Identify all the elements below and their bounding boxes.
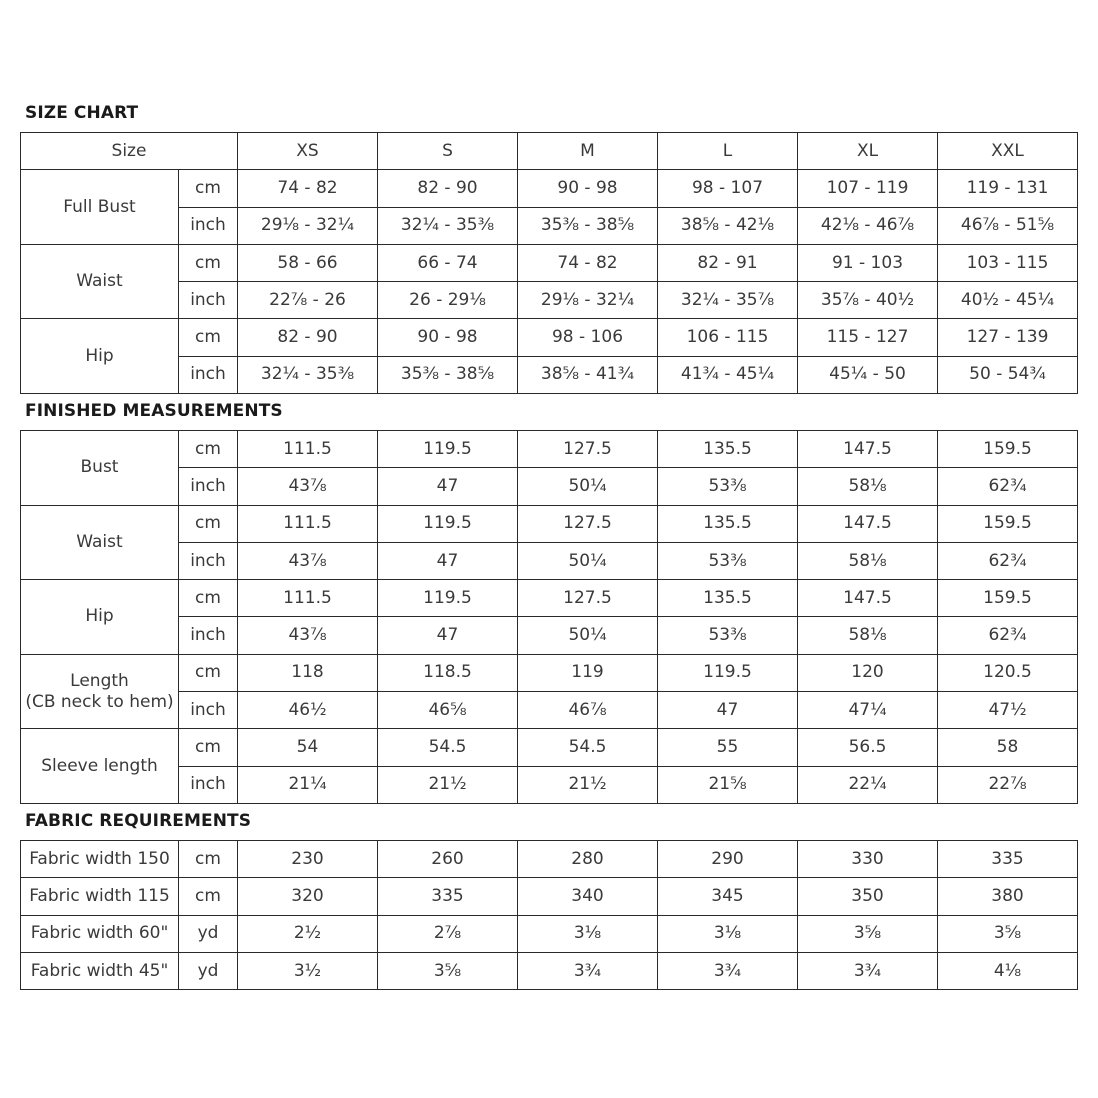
table-row	[21, 282, 1078, 319]
value-cell: 50¼	[518, 468, 658, 505]
value-cell: 127.5	[518, 431, 658, 468]
value-cell: 46⅝	[378, 692, 518, 729]
value-cell: 3⅝	[938, 915, 1078, 952]
row-group-label-text: Waist	[76, 531, 123, 552]
table-row	[21, 505, 1078, 542]
value-cell: 3½	[238, 952, 378, 989]
size-chart-heading: SIZE CHART	[25, 103, 139, 123]
value-cell: 46⅞ - 51⅝	[938, 207, 1078, 244]
value-cell: 55	[658, 729, 798, 766]
size-chart-table	[20, 132, 1078, 394]
value-cell: 58⅛	[798, 542, 938, 579]
value-cell: 62¾	[938, 542, 1078, 579]
row-label: Fabric width 115	[21, 878, 179, 915]
unit-cell: cm	[179, 431, 238, 468]
value-cell: 340	[518, 878, 658, 915]
value-cell: 62¾	[938, 468, 1078, 505]
value-cell: 345	[658, 878, 798, 915]
value-cell: 280	[518, 841, 658, 878]
value-cell: 119.5	[378, 580, 518, 617]
value-cell: 119.5	[378, 431, 518, 468]
value-cell: 3¾	[518, 952, 658, 989]
row-group-label-text: Length	[70, 670, 129, 691]
value-cell: 3⅛	[658, 915, 798, 952]
value-cell: 127.5	[518, 505, 658, 542]
value-cell: 22⅞ - 26	[238, 282, 378, 319]
row-group-label-text: Bust	[80, 457, 119, 478]
table-row	[21, 319, 1078, 356]
value-cell: 115 - 127	[798, 319, 938, 356]
unit-cell: yd	[179, 915, 238, 952]
value-cell: 58	[938, 729, 1078, 766]
row-group-label-text: Hip	[85, 345, 114, 366]
unit-cell: cm	[179, 729, 238, 766]
size-header-cell: M	[518, 133, 658, 170]
value-cell: 47½	[938, 692, 1078, 729]
value-cell: 2⅞	[378, 915, 518, 952]
value-cell: 3¾	[658, 952, 798, 989]
value-cell: 54.5	[378, 729, 518, 766]
value-cell: 119 - 131	[938, 170, 1078, 207]
table-row	[21, 654, 1078, 691]
row-group-label	[21, 505, 179, 580]
value-cell: 159.5	[938, 580, 1078, 617]
value-cell: 111.5	[238, 431, 378, 468]
unit-cell: inch	[179, 356, 238, 393]
value-cell: 159.5	[938, 431, 1078, 468]
value-cell: 82 - 90	[238, 319, 378, 356]
table-row	[21, 431, 1078, 468]
table-row	[21, 170, 1078, 207]
row-label: Fabric width 60"	[21, 915, 179, 952]
value-cell: 22⅞	[938, 766, 1078, 803]
table-row	[21, 356, 1078, 393]
unit-cell: yd	[179, 952, 238, 989]
row-group-label-text: Sleeve length	[41, 755, 158, 776]
value-cell: 45¼ - 50	[798, 356, 938, 393]
value-cell: 26 - 29⅛	[378, 282, 518, 319]
value-cell: 147.5	[798, 431, 938, 468]
row-group-label	[21, 170, 179, 245]
value-cell: 320	[238, 878, 378, 915]
value-cell: 260	[378, 841, 518, 878]
value-cell: 120	[798, 654, 938, 691]
size-header-cell: XXL	[938, 133, 1078, 170]
value-cell: 335	[378, 878, 518, 915]
value-cell: 43⅞	[238, 468, 378, 505]
value-cell: 74 - 82	[518, 244, 658, 281]
value-cell: 42⅛ - 46⅞	[798, 207, 938, 244]
value-cell: 47	[378, 617, 518, 654]
value-cell: 58⅛	[798, 468, 938, 505]
table-row	[21, 841, 1078, 878]
value-cell: 46½	[238, 692, 378, 729]
value-cell: 53⅜	[658, 468, 798, 505]
value-cell: 43⅞	[238, 617, 378, 654]
size-header-cell: S	[378, 133, 518, 170]
unit-cell: cm	[179, 841, 238, 878]
fabric-requirements-heading: FABRIC REQUIREMENTS	[25, 811, 252, 831]
value-cell: 119	[518, 654, 658, 691]
value-cell: 230	[238, 841, 378, 878]
unit-cell: cm	[179, 319, 238, 356]
value-cell: 47¼	[798, 692, 938, 729]
value-cell: 335	[938, 841, 1078, 878]
value-cell: 3⅝	[378, 952, 518, 989]
unit-cell: inch	[179, 468, 238, 505]
row-group-label-text: Waist	[76, 271, 123, 292]
value-cell: 127.5	[518, 580, 658, 617]
unit-cell: inch	[179, 542, 238, 579]
value-cell: 21½	[518, 766, 658, 803]
value-cell: 58 - 66	[238, 244, 378, 281]
table-row	[21, 766, 1078, 803]
table-row	[21, 207, 1078, 244]
value-cell: 98 - 107	[658, 170, 798, 207]
value-cell: 22¼	[798, 766, 938, 803]
value-cell: 350	[798, 878, 938, 915]
value-cell: 90 - 98	[378, 319, 518, 356]
size-header-label: Size	[21, 133, 238, 170]
value-cell: 47	[378, 542, 518, 579]
value-cell: 98 - 106	[518, 319, 658, 356]
size-header-cell: XS	[238, 133, 378, 170]
value-cell: 159.5	[938, 505, 1078, 542]
value-cell: 50¼	[518, 617, 658, 654]
value-cell: 54	[238, 729, 378, 766]
row-label: Fabric width 45"	[21, 952, 179, 989]
unit-cell: inch	[179, 282, 238, 319]
value-cell: 32¼ - 35⅜	[238, 356, 378, 393]
value-cell: 62¾	[938, 617, 1078, 654]
row-group-sublabel: (CB neck to hem)	[25, 691, 174, 712]
value-cell: 38⅝ - 41¾	[518, 356, 658, 393]
value-cell: 118	[238, 654, 378, 691]
value-cell: 111.5	[238, 505, 378, 542]
value-cell: 21¼	[238, 766, 378, 803]
value-cell: 32¼ - 35⅜	[378, 207, 518, 244]
value-cell: 58⅛	[798, 617, 938, 654]
unit-cell: cm	[179, 580, 238, 617]
row-group-label	[21, 244, 179, 319]
unit-cell: cm	[179, 244, 238, 281]
value-cell: 135.5	[658, 505, 798, 542]
unit-cell: cm	[179, 170, 238, 207]
row-label: Fabric width 150	[21, 841, 179, 878]
table-row	[21, 244, 1078, 281]
value-cell: 4⅛	[938, 952, 1078, 989]
value-cell: 330	[798, 841, 938, 878]
row-group-label	[21, 654, 179, 729]
row-group-label	[21, 319, 179, 394]
value-cell: 103 - 115	[938, 244, 1078, 281]
value-cell: 47	[658, 692, 798, 729]
value-cell: 147.5	[798, 505, 938, 542]
value-cell: 135.5	[658, 431, 798, 468]
row-group-label-text: Hip	[85, 606, 114, 627]
value-cell: 3⅝	[798, 915, 938, 952]
value-cell: 54.5	[518, 729, 658, 766]
value-cell: 106 - 115	[658, 319, 798, 356]
table-row	[21, 878, 1078, 915]
value-cell: 147.5	[798, 580, 938, 617]
value-cell: 91 - 103	[798, 244, 938, 281]
row-group-label	[21, 729, 179, 804]
value-cell: 32¼ - 35⅞	[658, 282, 798, 319]
unit-cell: inch	[179, 207, 238, 244]
unit-cell: cm	[179, 878, 238, 915]
value-cell: 50¼	[518, 542, 658, 579]
value-cell: 119.5	[658, 654, 798, 691]
value-cell: 107 - 119	[798, 170, 938, 207]
value-cell: 47	[378, 468, 518, 505]
finished-measurements-table	[20, 430, 1078, 804]
value-cell: 119.5	[378, 505, 518, 542]
value-cell: 40½ - 45¼	[938, 282, 1078, 319]
unit-cell: inch	[179, 617, 238, 654]
value-cell: 82 - 90	[378, 170, 518, 207]
value-cell: 90 - 98	[518, 170, 658, 207]
value-cell: 50 - 54¾	[938, 356, 1078, 393]
value-cell: 53⅜	[658, 617, 798, 654]
value-cell: 21½	[378, 766, 518, 803]
value-cell: 66 - 74	[378, 244, 518, 281]
fabric-requirements-table	[20, 840, 1078, 990]
size-header-cell: L	[658, 133, 798, 170]
value-cell: 43⅞	[238, 542, 378, 579]
value-cell: 21⅝	[658, 766, 798, 803]
table-row	[21, 729, 1078, 766]
value-cell: 3⅛	[518, 915, 658, 952]
value-cell: 3¾	[798, 952, 938, 989]
row-group-label	[21, 431, 179, 506]
value-cell: 35⅜ - 38⅝	[378, 356, 518, 393]
value-cell: 74 - 82	[238, 170, 378, 207]
value-cell: 127 - 139	[938, 319, 1078, 356]
table-row	[21, 915, 1078, 952]
value-cell: 111.5	[238, 580, 378, 617]
table-row	[21, 468, 1078, 505]
unit-cell: inch	[179, 692, 238, 729]
value-cell: 35⅜ - 38⅝	[518, 207, 658, 244]
value-cell: 2½	[238, 915, 378, 952]
value-cell: 46⅞	[518, 692, 658, 729]
table-row	[21, 952, 1078, 989]
value-cell: 56.5	[798, 729, 938, 766]
row-group-label	[21, 580, 179, 655]
row-group-label-text: Full Bust	[63, 196, 136, 217]
value-cell: 53⅜	[658, 542, 798, 579]
value-cell: 380	[938, 878, 1078, 915]
value-cell: 29⅛ - 32¼	[518, 282, 658, 319]
size-header-cell: XL	[798, 133, 938, 170]
value-cell: 290	[658, 841, 798, 878]
unit-cell: cm	[179, 654, 238, 691]
value-cell: 82 - 91	[658, 244, 798, 281]
value-cell: 38⅝ - 42⅛	[658, 207, 798, 244]
value-cell: 118.5	[378, 654, 518, 691]
table-row	[21, 692, 1078, 729]
table-row	[21, 617, 1078, 654]
unit-cell: cm	[179, 505, 238, 542]
unit-cell: inch	[179, 766, 238, 803]
value-cell: 135.5	[658, 580, 798, 617]
value-cell: 120.5	[938, 654, 1078, 691]
table-row	[21, 542, 1078, 579]
size-header-row	[21, 133, 1078, 170]
value-cell: 41¾ - 45¼	[658, 356, 798, 393]
value-cell: 29⅛ - 32¼	[238, 207, 378, 244]
finished-measurements-heading: FINISHED MEASUREMENTS	[25, 401, 283, 421]
table-row	[21, 580, 1078, 617]
value-cell: 35⅞ - 40½	[798, 282, 938, 319]
